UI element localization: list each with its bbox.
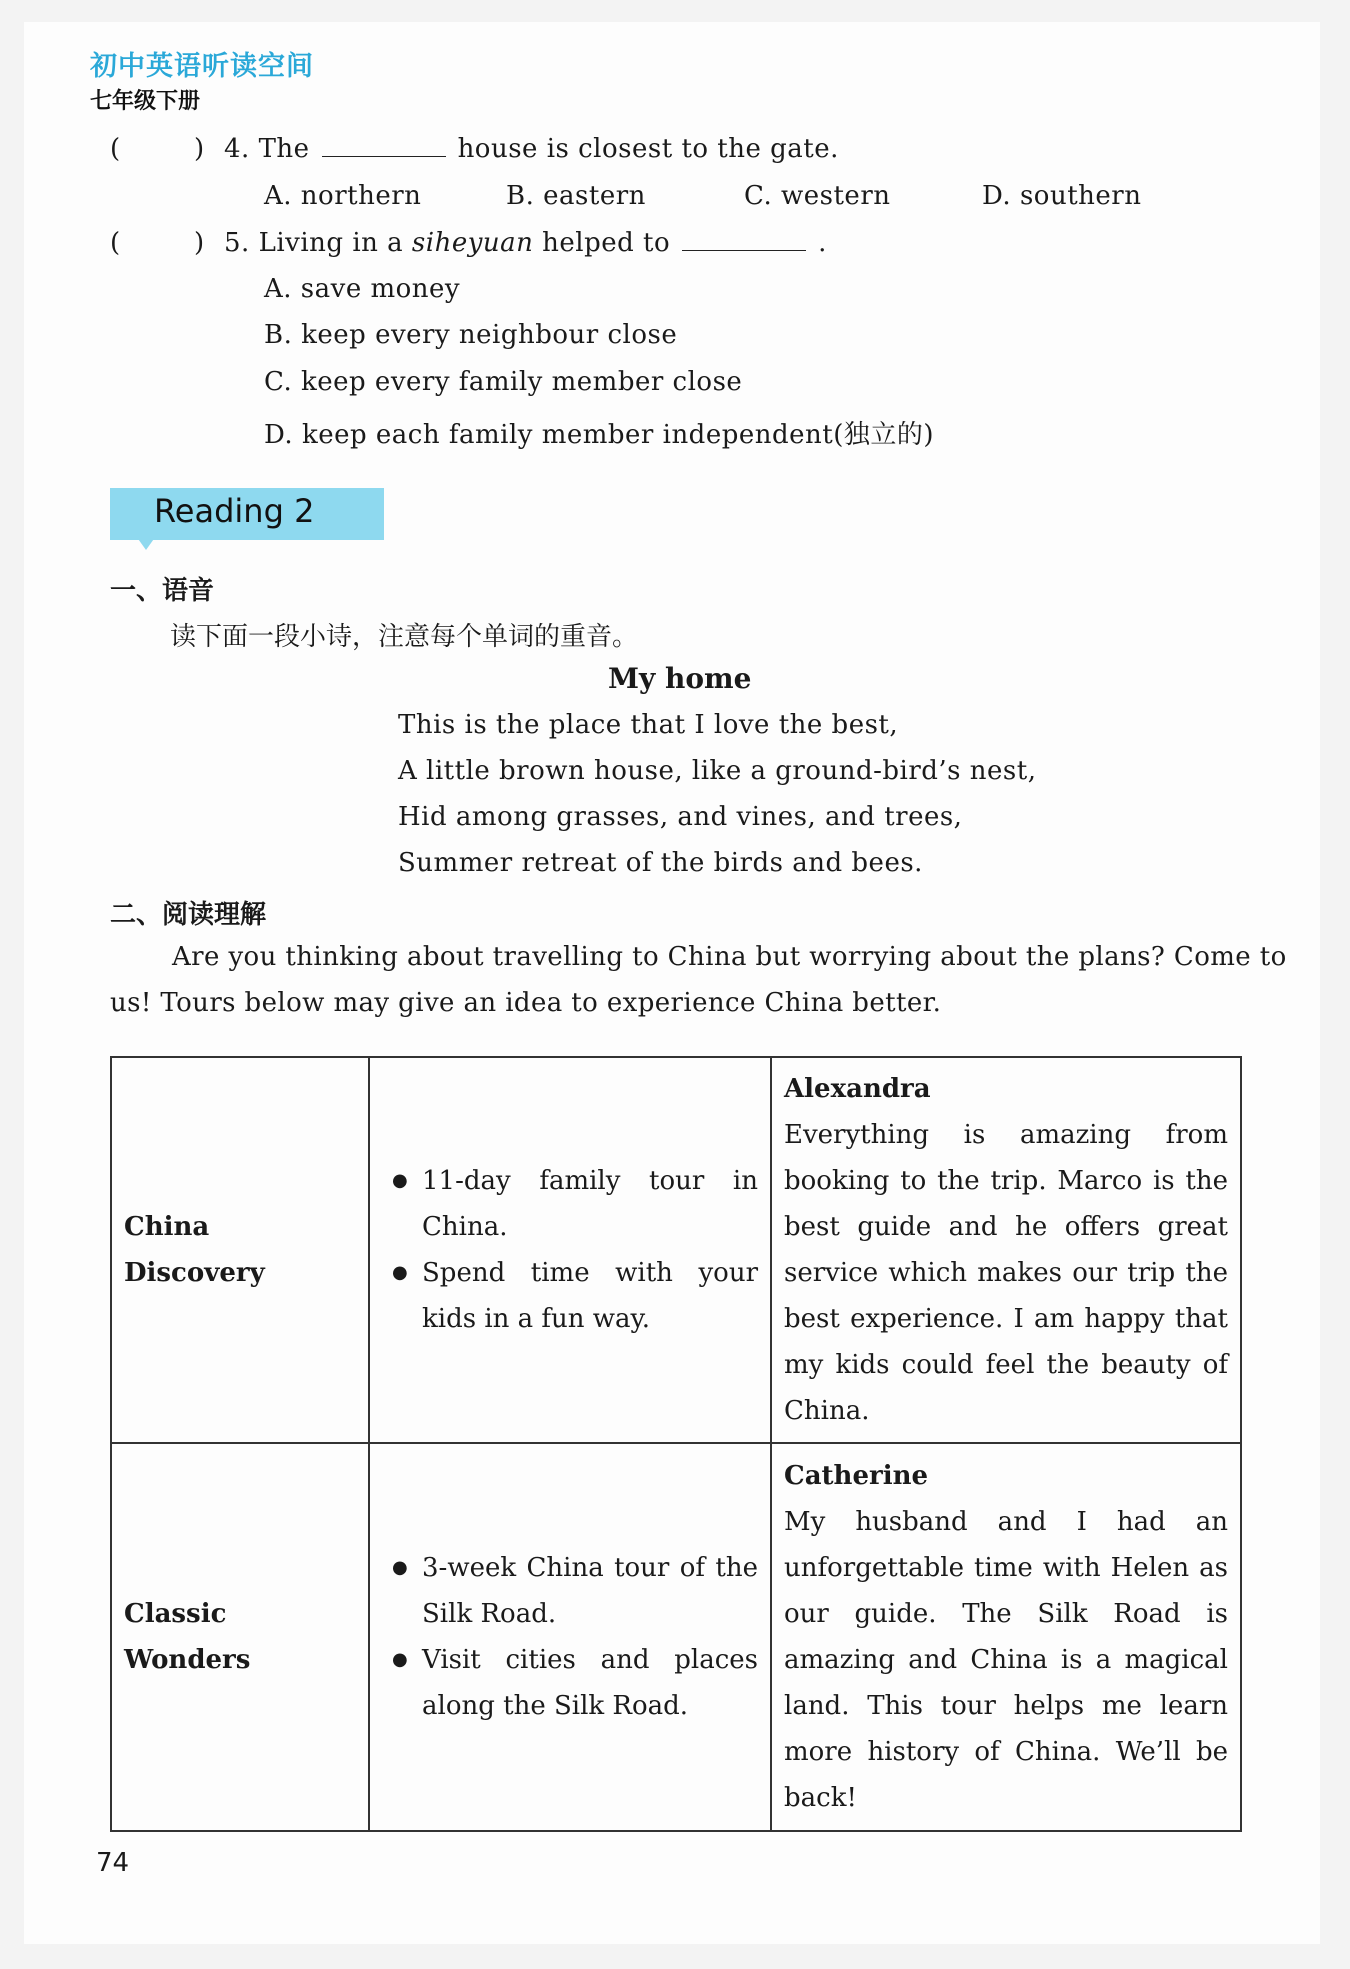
table-row — [111, 1057, 1241, 1443]
section-instruction: 读下面一段小诗，注意每个单词的重音。 — [170, 622, 639, 652]
question-4-stem — [224, 134, 839, 164]
reading-banner-label: Reading 2 — [154, 492, 315, 530]
question-text: . — [818, 228, 827, 258]
question-italic-term: siheyuan — [411, 228, 534, 258]
tour-description — [369, 1443, 771, 1831]
answer-paren-open: ( — [110, 134, 121, 164]
tour-bullet: ● 11-day family tour in China. — [392, 1158, 758, 1250]
section-heading-reading: 二、阅读理解 — [110, 900, 267, 930]
intro-paragraph-line: Are you thinking about travelling to China but worrying about the plans? Come to — [172, 942, 1287, 972]
option: D. southern — [982, 181, 1142, 211]
reviewer-name: Catherine — [784, 1461, 929, 1491]
question-text: helped to — [542, 228, 671, 258]
answer-paren-close: ) — [194, 134, 205, 164]
option: D. keep each family member independent(独立的) — [264, 420, 935, 450]
book-title: 初中英语听读空间 — [90, 51, 314, 82]
option: A. northern — [264, 181, 422, 211]
answer-paren-open: ( — [110, 228, 121, 258]
tour-description — [369, 1057, 771, 1443]
option: C. western — [744, 181, 891, 211]
question-number: 4. — [224, 134, 250, 164]
section-heading-phonetics: 一、语音 — [110, 576, 215, 606]
tour-bullet: ● Visit cities and places along the Silk Road. — [392, 1637, 758, 1729]
intro-paragraph-line: us! Tours below may give an idea to experience China better. — [110, 988, 942, 1018]
option: B. eastern — [506, 181, 646, 211]
option: C. keep every family member close — [264, 367, 743, 397]
tour-name: Classic Wonders — [111, 1443, 369, 1831]
tours-table — [110, 1056, 1242, 1832]
tour-review — [771, 1057, 1241, 1443]
poem-line: Hid among grasses, and vines, and trees, — [398, 802, 963, 832]
answer-blank — [322, 134, 446, 157]
question-number: 5. — [224, 228, 250, 258]
answer-paren-close: ) — [194, 228, 205, 258]
textbook-page — [24, 22, 1320, 1944]
poem-line: A little brown house, like a ground-bird’s nest, — [398, 756, 1037, 786]
poem-line: This is the place that I love the best, — [398, 710, 899, 740]
question-text: The — [258, 134, 310, 164]
grade-label: 七年级下册 — [90, 89, 201, 114]
tour-name: China Discovery — [111, 1057, 369, 1443]
poem-line: Summer retreat of the birds and bees. — [398, 848, 923, 878]
review-text: Everything is amazing from booking to the trip. Marco is the best guide and he offers great service which makes our trip the best experience. I am happy that my kids could feel the beauty of China. — [784, 1120, 1228, 1426]
review-text: My husband and I had an unforgettable time with Helen as our guide. The Silk Road is amazing and China is a magical land. This tour helps me learn more history of China. We’ll be back! — [784, 1507, 1228, 1813]
tour-bullet: ● 3-week China tour of the Silk Road. — [392, 1545, 758, 1637]
question-text: Living in a — [258, 228, 404, 258]
poem-title: My home — [608, 662, 752, 695]
banner-tail-shape — [136, 536, 156, 550]
tour-bullet: ● Spend time with your kids in a fun way. — [392, 1250, 758, 1342]
tour-review — [771, 1443, 1241, 1831]
answer-blank — [682, 228, 806, 251]
option: B. keep every neighbour close — [264, 320, 678, 350]
question-text: house is closest to the gate. — [457, 134, 839, 164]
table-row — [111, 1443, 1241, 1831]
reviewer-name: Alexandra — [784, 1074, 931, 1104]
option: A. save money — [264, 274, 461, 304]
question-5-stem — [224, 228, 827, 258]
page-number: 74 — [96, 1848, 130, 1878]
